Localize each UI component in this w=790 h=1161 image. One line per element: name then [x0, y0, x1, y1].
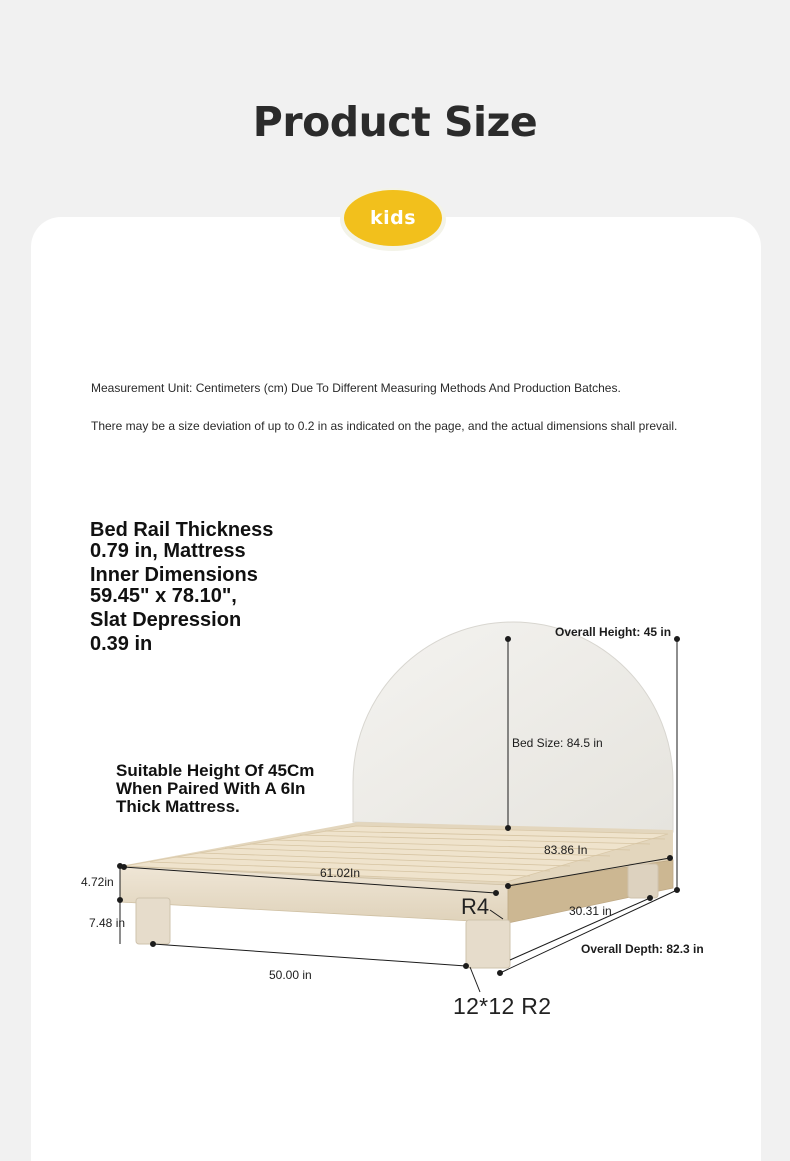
leg-height-label: 7.48 in: [89, 916, 126, 930]
suitable-line-1: Suitable Height Of 45Cm: [116, 761, 315, 780]
spec-line-4: 59.45" x 78.10",: [90, 585, 237, 607]
leg-front-right: [466, 920, 510, 968]
leg-span-label: 50.00 in: [269, 968, 312, 982]
leg-front-left: [136, 898, 170, 944]
spec-line-6: 0.39 in: [90, 633, 153, 655]
overall-depth-label: Overall Depth: 82.3 in: [581, 942, 704, 956]
depth-inner-label: 30.31 in: [569, 904, 612, 918]
spec-line-2: 0.79 in, Mattress: [90, 540, 246, 562]
suitable-line-2: When Paired With A 6In: [116, 778, 306, 798]
page-title: Product Size: [252, 98, 538, 146]
deviation-note: There may be a size deviation of up to 0.2 in as indicated on the page, and the actual dimensions shall prevail.: [91, 419, 678, 433]
kids-badge-label: kids: [369, 207, 417, 229]
overall-height-label: Overall Height: 45 in: [555, 625, 672, 639]
spec-line-5: Slat Depression: [90, 609, 242, 631]
suitable-line-3: Thick Mattress.: [116, 796, 240, 816]
measurement-note: Measurement Unit: Centimeters (cm) Due To Different Measuring Methods And Production Batches.: [91, 381, 621, 395]
leg-back-right: [628, 864, 658, 898]
rail-height-label: 4.72in: [81, 875, 114, 889]
headboard: [353, 622, 673, 832]
bed-size-label: Bed Size: 84.5 in: [512, 736, 603, 750]
leg-spec-label: 12*12 R2: [453, 993, 552, 1019]
corner-radius-label: R4: [461, 894, 490, 919]
width-top-label: 83.86 In: [544, 843, 588, 857]
spec-line-1: Bed Rail Thickness: [90, 519, 274, 541]
spec-line-3: Inner Dimensions: [90, 564, 258, 586]
inner-length-label: 61.02In: [320, 866, 361, 880]
